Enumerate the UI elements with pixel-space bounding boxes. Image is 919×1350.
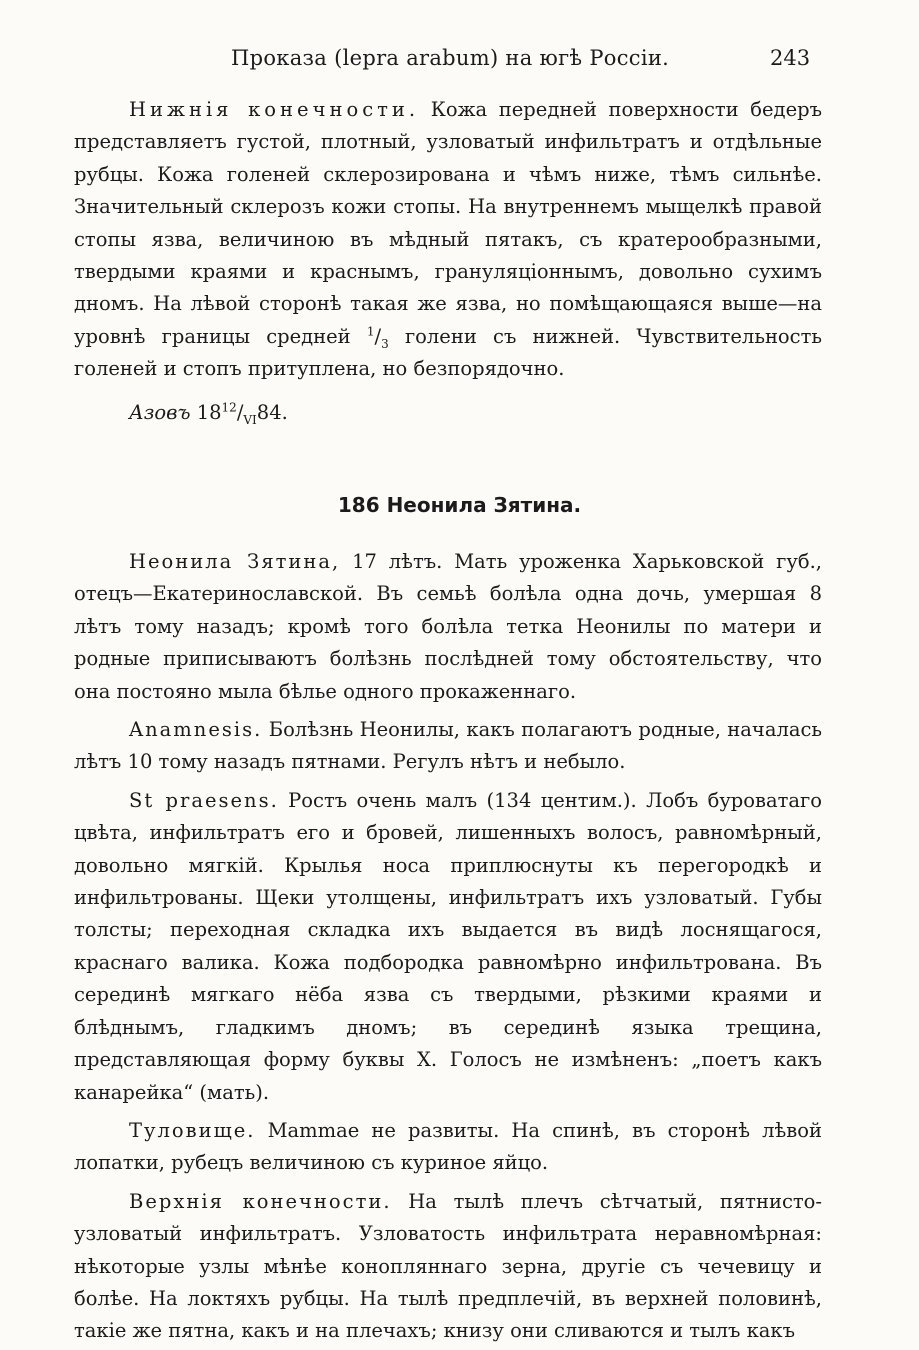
paragraph-anamnesis <box>74 714 822 779</box>
paragraph-text: Болѣзнь Неонилы, какъ полагаютъ родные, началась лѣтъ 10 тому назадъ пятнами. Регулъ нѣтъ и небыло. <box>74 718 822 774</box>
running-head <box>0 43 919 73</box>
paragraph-text: 17 лѣтъ. Мать уроженка Харьковской губ., отецъ—Екатеринославской. Въ семьѣ болѣла одна дочь, умершая 8 лѣтъ тому назадъ; кромѣ того болѣла тетка Неонилы по матери и родные приписываютъ болѣзнь послѣдней тому обстоятельству, что она постояно мыла бѣлье одного прокаженнаго. <box>74 550 822 703</box>
case-heading: 186 Неонила Зятина. <box>337 493 582 517</box>
signature-day: 12 <box>221 400 237 415</box>
signature-month: VI <box>243 412 257 427</box>
paragraph-lead: St praesens. <box>129 788 279 812</box>
paragraph-upper-limbs <box>74 1186 822 1348</box>
paragraph-lead: Anamnesis. <box>129 718 263 742</box>
fraction-denominator: 3 <box>381 336 389 351</box>
paragraph-trunk <box>74 1115 822 1180</box>
paragraph-intro <box>74 546 822 708</box>
paragraph-lower-limbs: Нижнія конечности. Кожа передней поверхности бедеръ представляетъ густой, плотный, узловатый инфильтратъ и отдѣльные рубцы. Кожа голеней склерозирована и чѣмъ ниже, тѣмъ сильнѣе. Значительный склерозъ кожи стопы. На внутреннемъ мыщелкѣ правой стопы язва, величиною въ мѣдный пятакъ, съ кратерообразными, твердыми краями и краснымъ, грануляціоннымъ, довольно сухимъ дномъ. На лѣвой сторонѣ такая же язва, но помѣщающаяся выше—на уровнѣ границы средней $^1/_3$ голени съ нижней. Чувствительность голеней и стопъ притуплена, но безпорядочно. <box>74 98 823 381</box>
paragraph-text: Кожа передней поверхности бедеръ представляетъ густой, плотный, узловатый инфильтратъ и отдѣльные рубцы. Кожа голеней склерозирована и чѣмъ ниже, тѣмъ сильнѣе. Значительный склерозъ кожи стопы. На внутреннемъ мыщелкѣ правой стопы язва, величиною въ мѣдный пятакъ, съ кратерообразными, твердыми краями и краснымъ, грануляціоннымъ, довольно сухимъ дномъ. На лѣвой сторонѣ такая же язва, но помѣщающаяся выше—на уровнѣ границы средней <box>74 98 822 348</box>
paragraph-lead: Неонила Зятина, <box>129 550 341 573</box>
signature-year-a: 18 <box>196 401 222 424</box>
signature-place: Азовъ <box>129 401 191 424</box>
fraction-numerator: 1 <box>366 324 375 339</box>
paragraph-lead: Туловище. <box>129 1118 256 1142</box>
running-title: Проказа (lepra arabum) на югѣ Россіи. <box>231 46 670 70</box>
page-number: 243 <box>770 46 811 70</box>
paragraph-status-praesens <box>74 785 822 1109</box>
case-body <box>74 546 822 1348</box>
paragraph-text: Ростъ очень малъ (134 центим.). Лобъ буроватаго цвѣта, инфильтратъ его и бровей, лишенныхъ волосъ, равномѣрный, довольно мягкій. Крылья носа приплюснуты къ перегородкѣ и инфильтрованы. Щеки утолщены, инфильтратъ ихъ узловатый. Губы толсты; переходная складка ихъ выдается въ видѣ лоснящагося, краснаго валика. Кожа подбородка равномѣрно инфильтрована. Въ серединѣ мягкаго нёба язва съ твердыми, рѣзкими краями и блѣднымъ, гладкимъ дномъ; въ серединѣ языка трещина, представляющая форму буквы X. Голосъ не измѣненъ: „поетъ какъ канарейка“ (мать). <box>74 788 822 1104</box>
paragraph-lead: Нижнія конечности. <box>129 98 420 121</box>
paragraph-text: Mammae не развиты. На спинѣ, въ сторонѣ лѣвой лопатки, рубецъ величиною съ куриное яйцо. <box>74 1118 822 1175</box>
paragraph-text: На тылѣ плечъ сѣтчатый, пятнисто-узловатый инфильтратъ. Узловатость инфильтрата неравномѣрная: нѣкоторые узлы мѣнѣе конопляннаго зерна, другіе съ чечевицу и болѣе. На локтяхъ рубцы. На тылѣ предплечій, въ верхней половинѣ, такіе же пятна, какъ и на плечахъ; книзу они сливаются и тылъ какъ <box>74 1189 822 1343</box>
section-lower-limbs <box>74 94 822 386</box>
place-date-signature: Азовъ $18^{12}/_{VI}84$. <box>129 400 288 427</box>
signature-year-b: 84. <box>256 401 288 424</box>
paragraph-lead: Верхнія конечности. <box>129 1189 392 1213</box>
paragraph-text-end: голени съ нижней. Чувствительность голеней и стопъ притуплена, но безпорядочно. <box>74 324 823 381</box>
